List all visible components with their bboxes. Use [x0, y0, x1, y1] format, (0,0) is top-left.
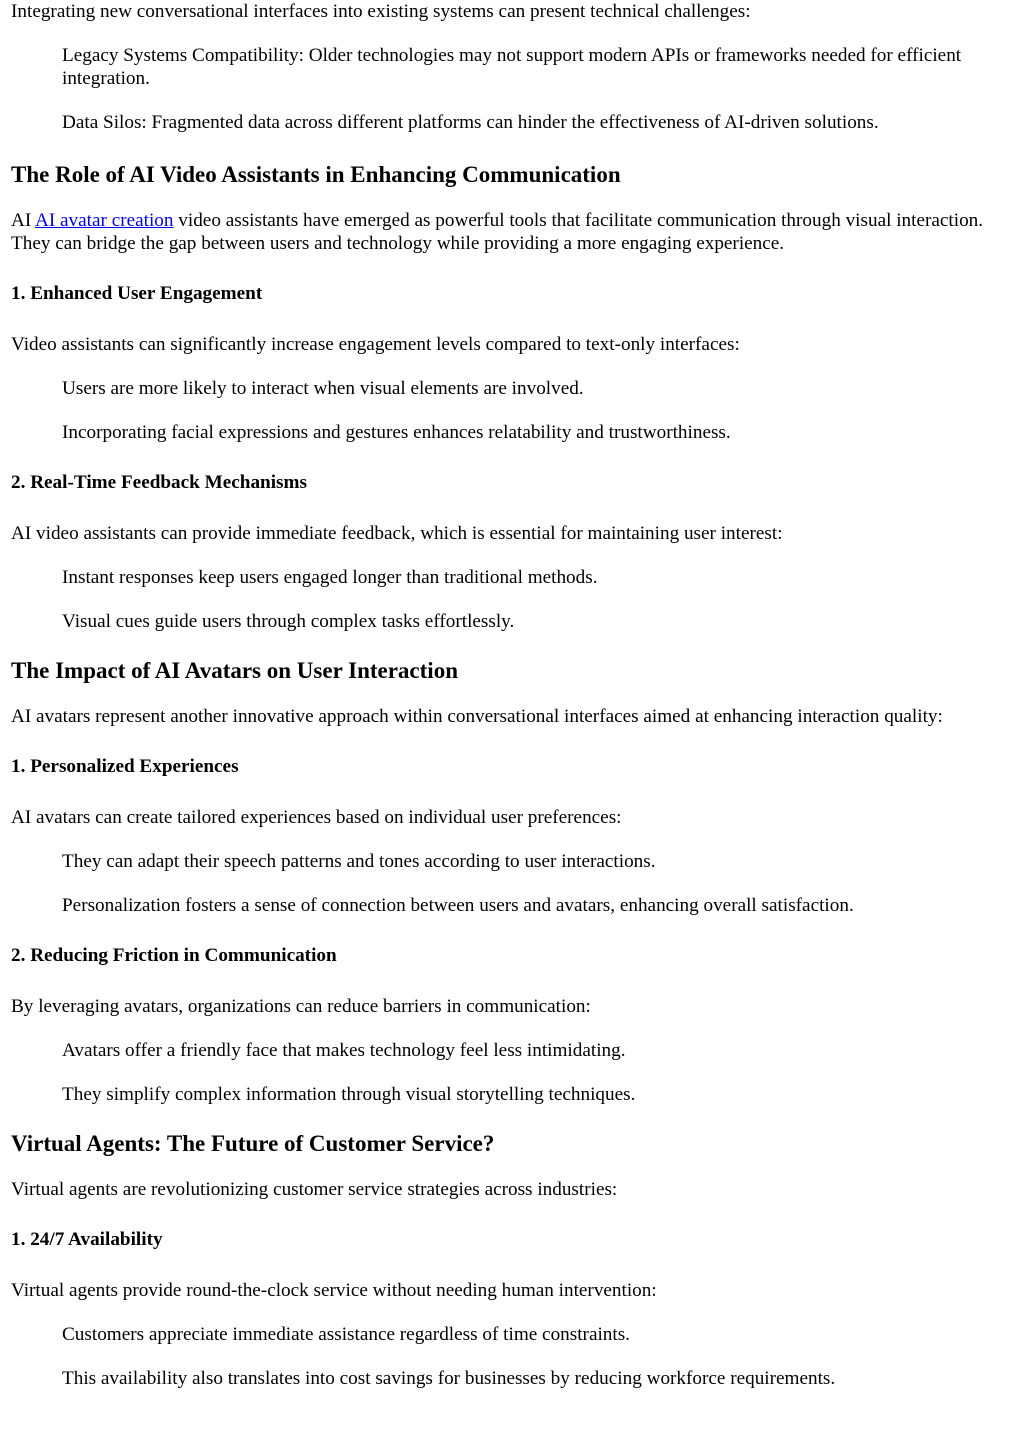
subsection-paragraph: AI avatars can create tailored experiences based on individual user preferences: — [11, 807, 622, 828]
subsection-paragraph: Virtual agents provide round-the-clock service without needing human intervention: — [11, 1280, 657, 1301]
list-item: Incorporating facial expressions and gestures enhances relatability and trustworthiness. — [62, 422, 731, 443]
section-heading: The Impact of AI Avatars on User Interaction — [11, 658, 458, 683]
subsection-heading: 1. 24/7 Availability — [11, 1229, 163, 1250]
list-item: They can adapt their speech patterns and tones according to user interactions. — [62, 851, 656, 872]
intro-paragraph: Integrating new conversational interfaces into existing systems can present technical challenges: — [11, 1, 751, 22]
list-item: Personalization fosters a sense of connection between users and avatars, enhancing overall satisfaction. — [62, 895, 854, 916]
subsection-paragraph: AI video assistants can provide immediate feedback, which is essential for maintaining user interest: — [11, 523, 783, 544]
subsection-paragraph: Video assistants can significantly increase engagement levels compared to text-only interfaces: — [11, 334, 740, 355]
list-item: Data Silos: Fragmented data across different platforms can hinder the effectiveness of AI-driven solutions. — [62, 112, 879, 133]
section-paragraph: Virtual agents are revolutionizing customer service strategies across industries: — [11, 1179, 618, 1200]
subsection-heading: 2. Real-Time Feedback Mechanisms — [11, 472, 307, 493]
ai-avatar-creation-link[interactable]: AI avatar creation — [34, 210, 174, 231]
subsection-heading: 2. Reducing Friction in Communication — [11, 945, 337, 966]
section-paragraph: AI AI avatar creation video assistants have emerged as powerful tools that facilitate communication through visual interaction. They can bridge the gap between users and technology while providing a more engaging experience. — [11, 210, 984, 254]
list-item: They simplify complex information through visual storytelling techniques. — [62, 1084, 636, 1105]
subsection-heading: 1. Enhanced User Engagement — [11, 283, 263, 304]
subsection-heading: 1. Personalized Experiences — [11, 756, 239, 777]
section-heading: Virtual Agents: The Future of Customer Service? — [11, 1131, 495, 1156]
list-item: Legacy Systems Compatibility: Older technologies may not support modern APIs or frameworks needed for efficient integration. — [62, 45, 962, 89]
list-item: This availability also translates into cost savings for businesses by reducing workforce requirements. — [62, 1368, 836, 1389]
list-item: Avatars offer a friendly face that makes technology feel less intimidating. — [62, 1040, 626, 1061]
list-item: Customers appreciate immediate assistance regardless of time constraints. — [62, 1324, 630, 1345]
list-item: Users are more likely to interact when visual elements are involved. — [62, 378, 584, 399]
list-item: Visual cues guide users through complex tasks effortlessly. — [62, 611, 515, 632]
subsection-paragraph: By leveraging avatars, organizations can reduce barriers in communication: — [11, 996, 591, 1017]
list-item: Instant responses keep users engaged longer than traditional methods. — [62, 567, 598, 588]
section-heading: The Role of AI Video Assistants in Enhancing Communication — [11, 162, 621, 187]
section-paragraph: AI avatars represent another innovative approach within conversational interfaces aimed at enhancing interaction quality: — [11, 706, 943, 727]
